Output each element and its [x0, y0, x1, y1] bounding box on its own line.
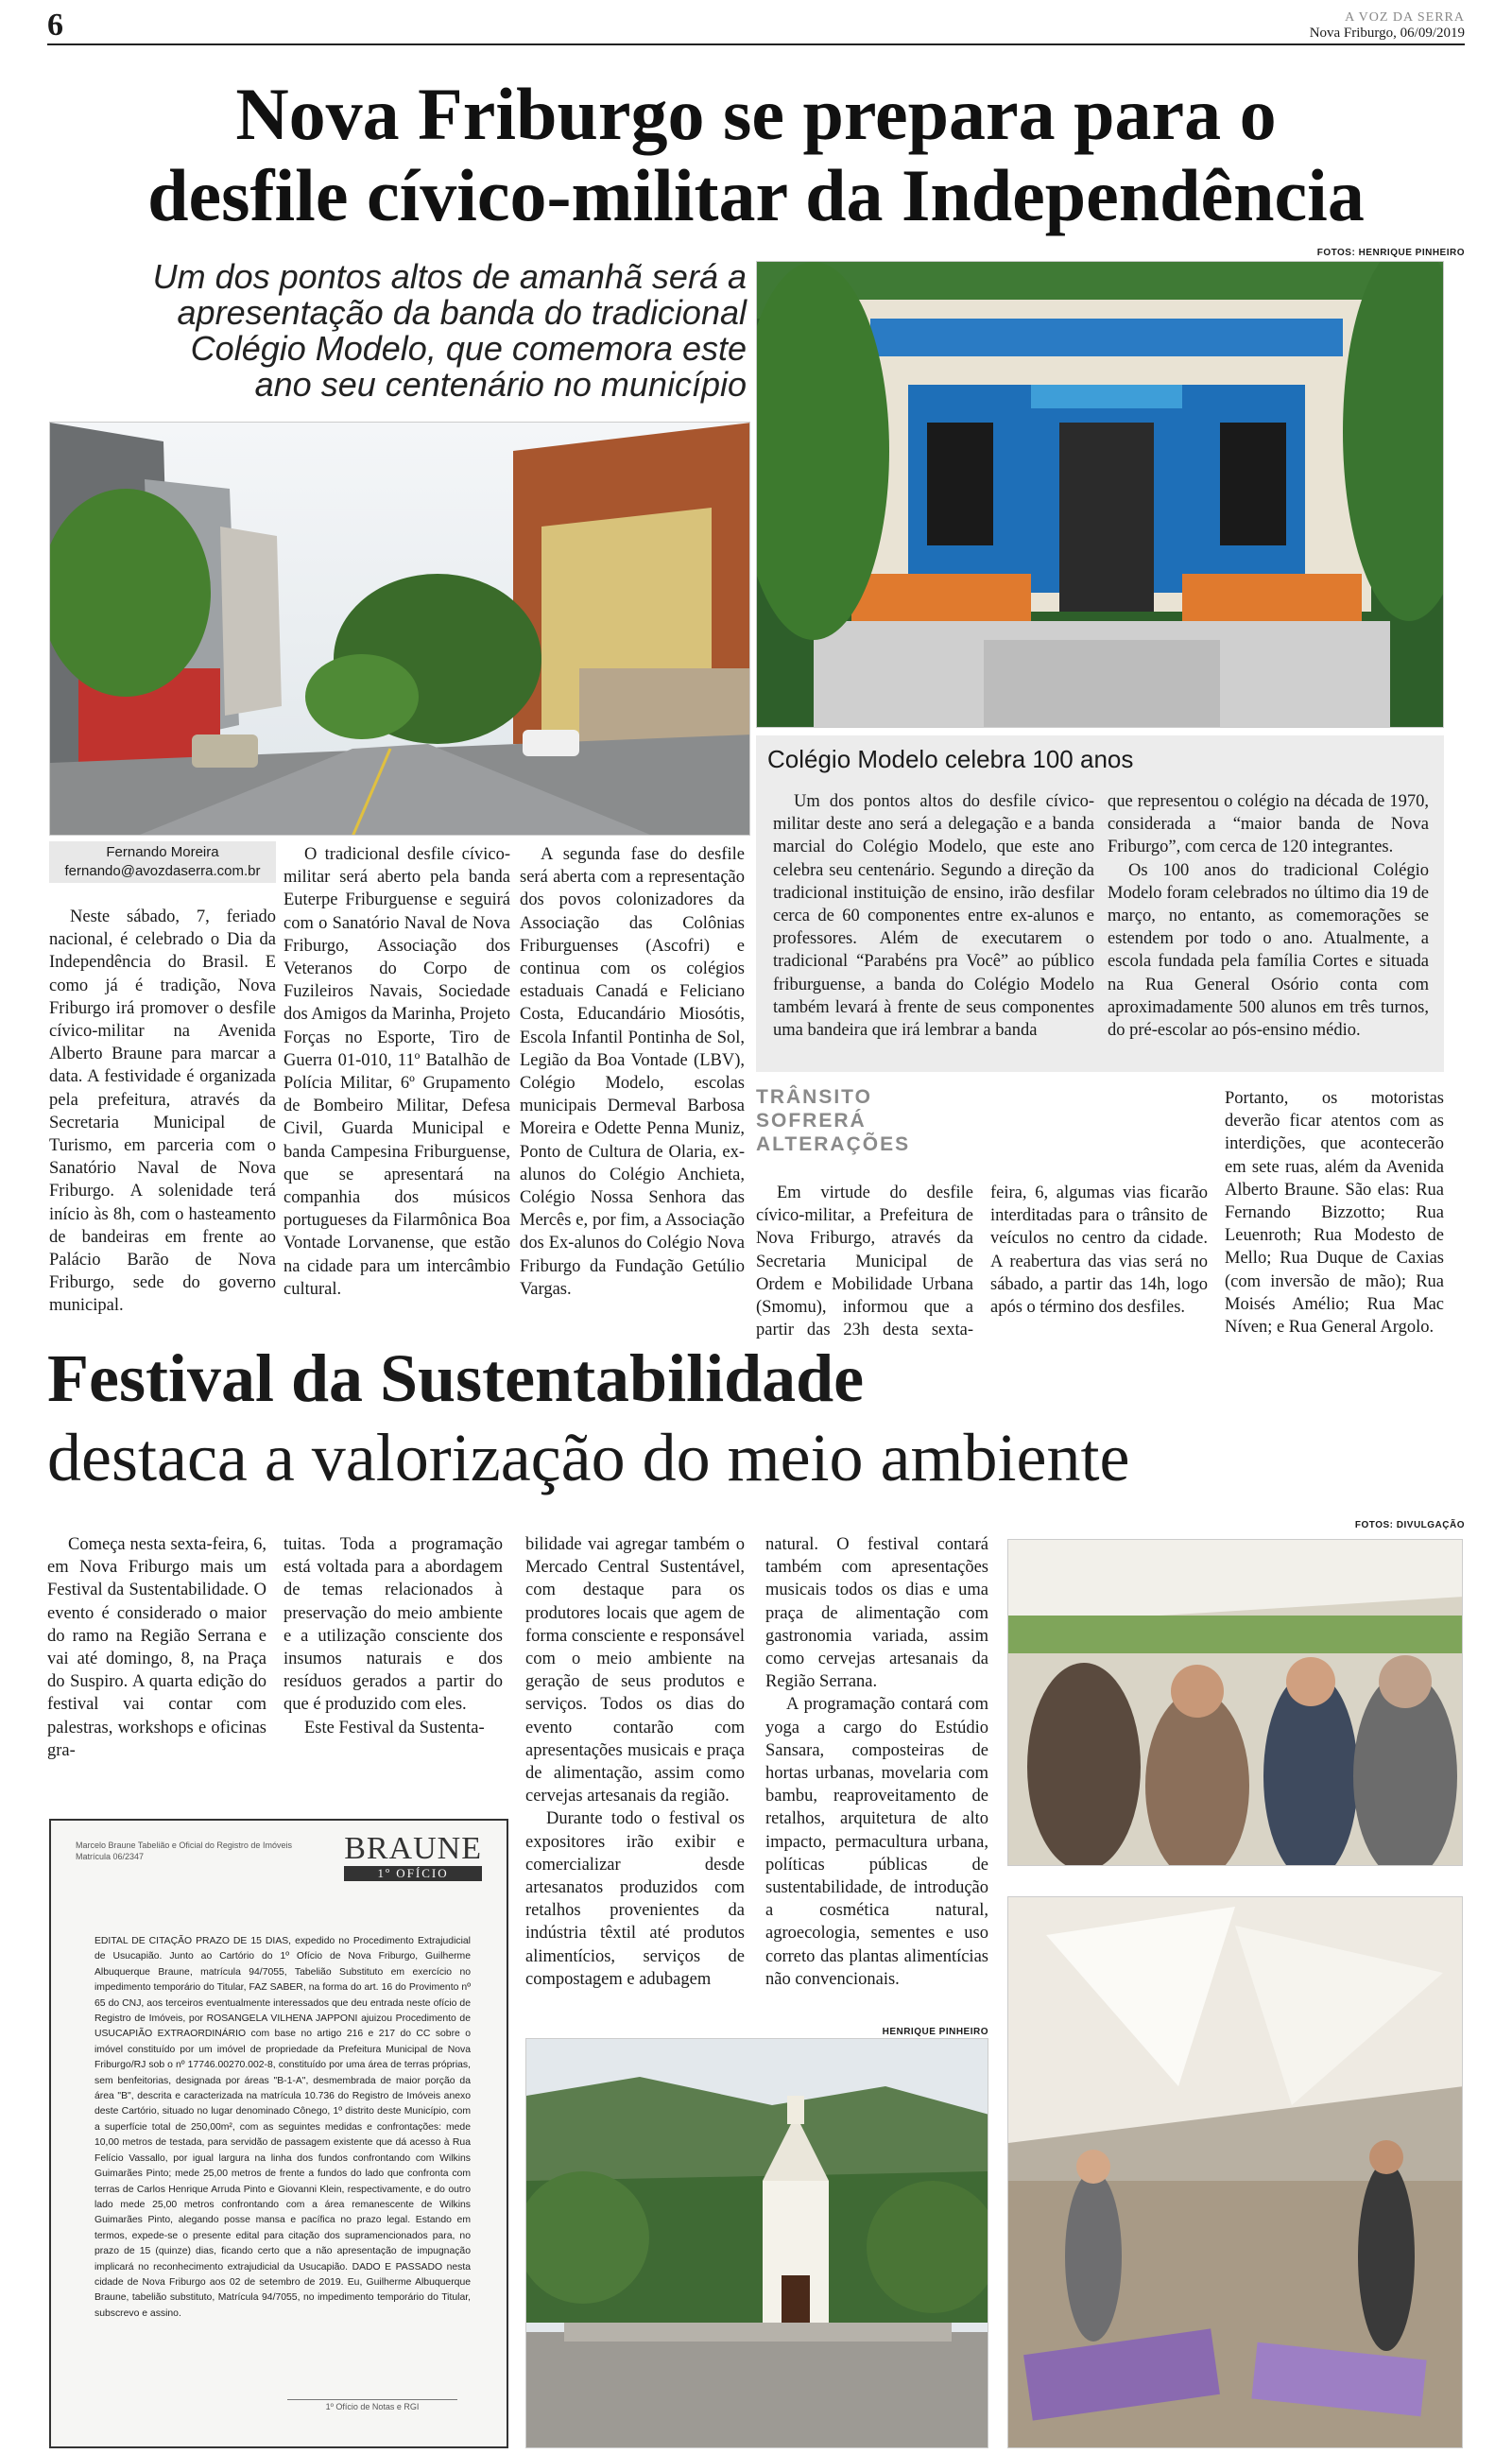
sidebar-box — [756, 735, 1444, 1072]
photo-credit: FOTOS: DIVULGAÇÃO — [1354, 1520, 1465, 1530]
subhead-line: apresentação da banda do tradicional — [177, 293, 747, 332]
paragraph: Os 100 anos do tradicional Colégio Modelo foram celebrados no último dia 19 de março, no entanto, as comemorações se estendem por todo o ano. Atualmente, a escola fundada pela família Cortes e situada na Rua General Osório conta com aproximadamente 500 alunos em três turnos, do pré-escolar ao pós-ensino médio. — [1108, 860, 1429, 1041]
dateline: Nova Friburgo, 06/09/2019 — [1309, 26, 1465, 41]
paragraph: O tradicional desfile cívico-militar será aberto pela banda Euterpe Friburguense e seguirá com o Sanatório Naval de Nova Friburgo, Associação dos Veteranos do Corpo de Fuzileiros Navais, Sociedade dos Amigos da Marinha, Projeto Forças no Esporte, Tiro de Guerra 01-010, 11º Batalhão de Polícia Militar, 6º Grupamento de Bombeiro Militar, Defesa Civil, Guarda Municipal e banda Campesina Friburguense, que se apresentará na companhia dos músicos portugueses da Filarmônica Boa Vontade Lorvanense, que estão na cidade para um intercâmbio cultural. — [284, 845, 510, 1299]
story1-headline-line2: desfile cívico-militar da Independência — [147, 154, 1365, 236]
paragraph: que representou o colégio na década de 1970, considerada a “maior banda de Nova Friburgo”, com cerca de 120 integrantes. — [1108, 792, 1429, 857]
subhead-line: Colégio Modelo, que comemora este — [190, 329, 747, 368]
paragraph: Durante todo o festival os expositores irão exibir e comercializar desde artesanatos produzidos com retalhos provenientes da indústria têxtil até produtos alimentícios, serviços de compostagem e adubagem — [525, 1809, 745, 1989]
paragraph: tuitas. Toda a programação está voltada para a abordagem de temas relacionados à preservação do meio ambiente e a utilização consciente dos insumos naturais e dos resíduos gerados a partir do que é produzido com eles. — [284, 1535, 503, 1715]
paragraph: A programação contará com yoga a cargo do Estúdio Sansara, composteiras de hortas urbanas, movelaria com bambu, reaproveitamento de retalhos, arquitetura de alto impacto, permacultura urbana, políticas públicas de sustentabilidade, de introdução a cosmética natural, agroecologia, sementes e uso correto das plantas alimentícias não convencionais. — [765, 1695, 988, 1989]
story1-headline-line1: Nova Friburgo se prepara para o — [235, 73, 1277, 155]
photo-credit: FOTOS: HENRIQUE PINHEIRO — [1316, 248, 1465, 258]
logo-name: BRAUNE — [344, 1831, 482, 1866]
street-photo — [49, 422, 750, 836]
notice-body: EDITAL DE CITAÇÃO PRAZO DE 15 DIAS, expedido no Procedimento Extrajudicial de Usucapião. Junto ao Cartório do 1º Ofício de Nova Friburgo, Guilherme Albuquerque Braune, matrícula 94/7055, Tabelião Substituto em exercício no impedimento temporário do Titular, FAZ SABER, na forma do art. 16 do Provimento nº 65 do CNJ, aos terceiros eventualmente interessados que deu entrada neste ofício de Registro de Imóveis, por ROSANGELA VILHENA JAPPONI ajuizou Procedimento de USUCAPIÃO EXTRAORDINÁRIO com base no artigo 216 e 217 do CC sobre o imóvel constituído por um imóvel de propriedade da Prefeitura Municipal de Nova Friburgo/RJ sob o nº 17746.00270.002-8, constituído por uma área de terras próprias, sem benfeitorias, designada por áreas "B-1-A", desmembrada de maior porção da área "B", descrita e caracterizada na matrícula 10.736 do Registro de Imóveis anexo deste Cartório, situado no lugar denominado Cônego, 1º distrito deste Município, com a superfície total de 250,00m², com as seguintes medidas e confrontações: mede 10,00 metros de testada, para servidão de passagem existente que dá acesso à Rua Felício Vassallo, por igual largura na linha dos fundos confrontando com Wilkins Guimarães Pinto; mede 25,00 metros de frente a fundos do lado que confronta com terras de Carlos Henrique Arruda Pinto e Giovanni Klein, respectivamente, e do outro lado mede 25,00 metros confrontando com a área remanescente de Wilkins Guimarães Pinto, alegando posse mansa e pacífica no prazo legal. Estando em termos, expede-se o presente edital para citação dos supramencionados para, no prazo de 15 (quinze) dias, ficando certo que a não apresentação de impugnação implicará no reconhecimento extrajudicial da Usucapião. DADO E PASSADO nesta cidade de Nova Friburgo aos 02 de setembro de 2019. Eu, Guilherme Albuquerque Braune, tabelião substituto, Matrícula 94/7055, no impedimento temporário do Titular, subscrevo e assino. — [94, 1936, 471, 2319]
paragraph: A segunda fase do desfile será aberta com a representação dos povos colonizadores da Associação das Colônias Friburguenses (Ascofri) e continua com os colégios estaduais Canadá e Feliciano Costa, Educandário Miosótis, Escola Infantil Pontinha de Sol, Legião da Boa Vontade (LBV), Colégio Modelo, escolas municipais Dermeval Barbosa Moreira e Odette Penna Muniz, Ponto de Cultura de Olaria, ex-alunos do Colégio Anchieta, Colégio Nossa Senhora das Mercês e, por fim, a Associação dos Ex-alunos do Colégio Nova Friburgo da Fundação Getúlio Vargas. — [520, 845, 745, 1299]
story2-column-2 — [284, 1533, 503, 1739]
transito-column-2 — [1225, 1087, 1444, 1339]
story2-column-3 — [525, 1533, 745, 1991]
praca-igreja-photo — [525, 2038, 988, 2448]
braune-logo — [344, 1832, 482, 1881]
paragraph: Portanto, os motoristas deverão ficar atentos com as interdições, que acontecerão em sete ruas, além da Avenida Alberto Braune. São elas: Rua Fernando Bizzotto; Rua Leuenroth; Rua Modesto de Mello; Rua Duque de Caxias (com inversão de mão); Rua Moisés Amélio; Rua Mac Níven; e Rua General Argolo. — [1225, 1089, 1444, 1338]
masthead — [1310, 9, 1465, 42]
story1-column-3 — [520, 843, 745, 1301]
story1-column-2 — [284, 843, 510, 1301]
byline-email: fernando@avozdaserra.com.br — [64, 863, 261, 879]
legal-notice — [49, 1819, 508, 2448]
story2-column-4 — [765, 1533, 988, 1991]
story2-column-1 — [47, 1533, 266, 1762]
byline — [49, 841, 276, 883]
colegio-modelo-photo — [756, 261, 1444, 728]
sidebar-column-1 — [773, 790, 1094, 1042]
story2-headline-line2: destaca a valorização do meio ambiente — [47, 1420, 1130, 1495]
story2-headline-line1: Festival da Sustentabilidade — [47, 1340, 865, 1416]
sidebar-title: Colégio Modelo celebra 100 anos — [767, 745, 1134, 773]
paragraph: bilidade vai agregar também o Mercado Central Sustentável, com destaque para os produtores locais que agem de forma consciente e responsável com o meio ambiente na geração de seus produtos e serviços. Todos os dias do evento contarão com apresentações musicais e praça de alimentação, assim como cervejas artesanais da região. — [525, 1535, 745, 1806]
paragraph: Em virtude do desfile cívico-militar, a Prefeitura de Nova Friburgo, através da Secretaria Municipal de Ordem e Mobilidade Urbana (Smomu), informou que a partir das 23h desta sexta-feira, 6, algumas vias ficarão interditadas para o trânsito de veículos no centro da cidade. A reabertura das vias será no sábado, a partir das 14h, logo após o término dos desfiles. — [756, 1184, 1208, 1340]
paragraph: Este Festival da Sustenta- — [304, 1718, 485, 1737]
brand-name: A VOZ DA SERRA — [1345, 10, 1465, 25]
logo-sub: 1º OFÍCIO — [344, 1866, 482, 1881]
festival-yoga-photo — [1007, 1896, 1463, 2448]
kicker-line: TRÂNSITO — [756, 1086, 872, 1108]
kicker-line: ALTERAÇÕES — [756, 1133, 911, 1155]
notice-signature: 1º Ofício de Notas e RGI — [287, 2399, 457, 2411]
paragraph: Um dos pontos altos do desfile cívico-militar deste ano será a delegação e a banda marcial do Colégio Modelo, que este ano celebra seu centenário. Segundo a direção da tradicional instituição de ensino, irão desfilar cerca de 60 componentes entre ex-alunos e professores. Além de executarem o tradicional “Parabéns pra Você” ao público friburguense, a banda do Colégio Modelo também levará à frente de seus componentes uma bandeira que irá lembrar a banda — [773, 792, 1094, 1041]
byline-name: Fernando Moreira — [106, 844, 219, 860]
subhead-line: Um dos pontos altos de amanhã será a — [152, 257, 747, 296]
page-number: 6 — [47, 8, 63, 43]
story1-column-1 — [49, 906, 276, 1318]
paragraph: Começa nesta sexta-feira, 6, em Nova Friburgo mais um Festival da Sustentabilidade. O evento é considerado o maior do ramo na Região Serrana e vai até domingo, 8, na Praça do Suspiro. A quarta edição do festival vai contar com palestras, workshops e oficinas gra- — [47, 1535, 266, 1760]
photo-credit: HENRIQUE PINHEIRO — [882, 2027, 988, 2037]
notice-header: Marcelo Braune Tabelião e Oficial do Registro de Imóveis Matrícula 06/2347 — [76, 1840, 292, 1861]
paragraph: Neste sábado, 7, feriado nacional, é celebrado o Dia da Independência do Brasil. E como já é tradição, Nova Friburgo irá promover o desfile cívico-militar na Avenida Alberto Braune para marcar a data. A festividade é organizada pela prefeitura, através da Secretaria Municipal de Turismo, em parceria com o Sanatório Naval de Nova Friburgo. A solenidade terá início às 8h, com o hasteamento de bandeiras em frente ao Palácio Barão de Nova Friburgo, sede do governo municipal. — [49, 907, 276, 1316]
story1-headline — [38, 74, 1474, 236]
kicker-line: SOFRERÁ — [756, 1110, 867, 1132]
header-rule — [47, 43, 1465, 45]
festival-crowd-photo — [1007, 1539, 1463, 1866]
paragraph: natural. O festival contará também com apresentações musicais todos os dias e uma praça de alimentação com gastronomia variada, assim como cervejas artesanais da Região Serrana. — [765, 1535, 988, 1692]
subhead-line: ano seu centenário no município — [254, 365, 747, 404]
transito-kicker — [756, 1085, 973, 1156]
story1-subhead — [94, 259, 747, 403]
sidebar-column-2 — [1108, 790, 1429, 1042]
